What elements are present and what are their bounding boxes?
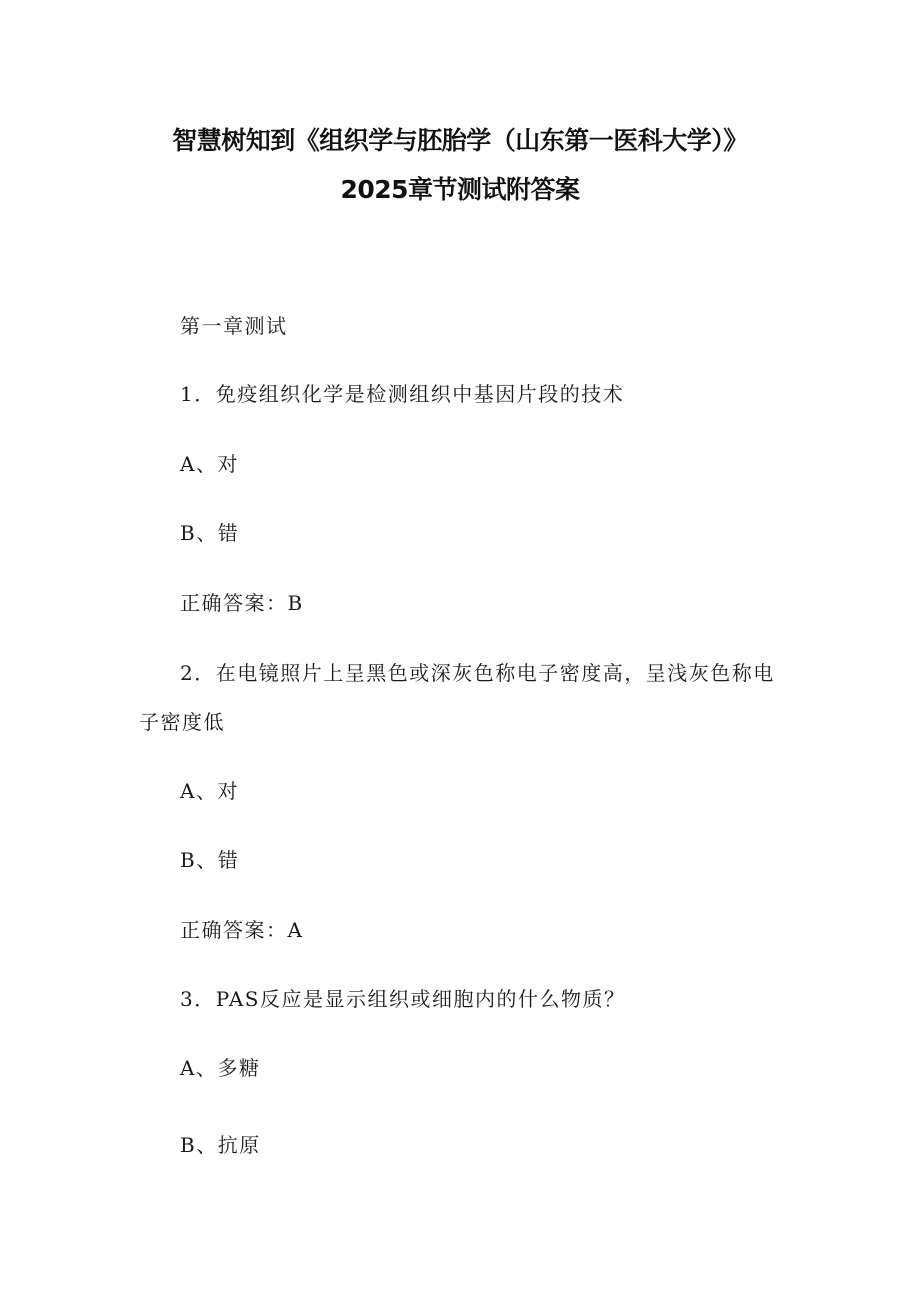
question-2-option-a: A、对 [180,779,239,803]
question-3-option-a: A、多糖 [180,1056,261,1080]
question-2-stem-line-1: 2．在电镜照片上呈黑色或深灰色称电子密度高，呈浅灰色称电 [180,661,775,685]
question-1-option-a: A、对 [180,452,239,476]
question-3-stem: 3．PAS反应是显示组织或细胞内的什么物质？ [180,987,626,1011]
question-2-answer: 正确答案：A [180,918,304,942]
question-2-option-b: B、错 [180,848,240,872]
question-1-stem: 1．免疫组织化学是检测组织中基因片段的技术 [180,382,625,406]
chapter-heading: 第一章测试 [180,314,288,338]
question-1-option-b: B、错 [180,521,240,545]
question-1-answer: 正确答案：B [180,591,304,615]
document-title-line-2: 2025章节测试附答案 [340,175,580,204]
question-2-stem-line-2: 子密度低 [139,710,225,734]
document-title-line-1: 智慧树知到《组织学与胚胎学（山东第一医科大学）》 [172,126,748,155]
question-3-option-b: B、抗原 [180,1133,261,1157]
